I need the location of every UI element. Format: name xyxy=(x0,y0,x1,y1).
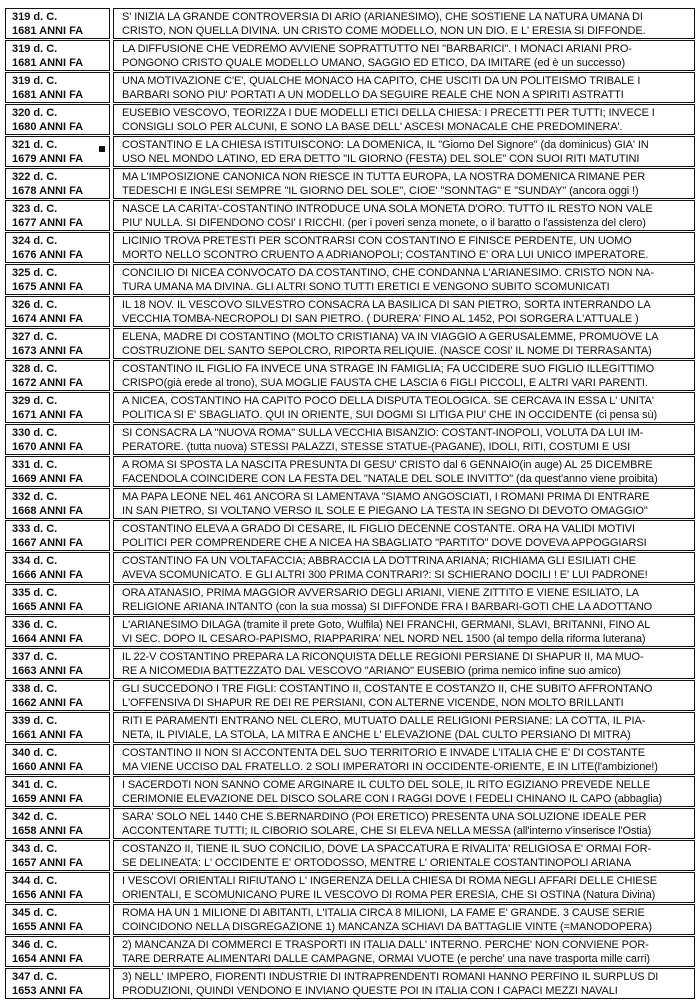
event-line-1: COSTANTINO II NON SI ACCONTENTA DEL SUO TERRITORIO E INVADE L'ITALIA CHE E' DI COSTANTE xyxy=(122,746,645,759)
year-label: 333 d. C. xyxy=(12,522,58,535)
event-text-cell xyxy=(113,744,695,775)
years-ago-label: 1655 ANNI FA xyxy=(12,920,84,933)
event-text-cell xyxy=(113,104,695,135)
event-line-1: COSTANTINO E LA CHIESA ISTITUISCONO: LA DOMENICA, IL "Giorno Del Signore" (da dominicus) GIA' IN xyxy=(122,138,649,151)
years-ago-label: 1661 ANNI FA xyxy=(12,728,84,741)
event-line-1: COSTANTINO IL FIGLIO FA INVECE UNA STRAGE IN FAMIGLIA; FA UCCIDERE SUO FIGLIO ILLEGITTIMO xyxy=(122,362,655,375)
event-line-2: PONGONO CRISTO QUALE MODELLO UMANO, SAGGIO ED ETICO, DA IMITARE (ed è un successo) xyxy=(122,56,626,69)
date-cell xyxy=(5,264,110,295)
event-line-1: L'ARIANESIMO DILAGA (tramite il prete Goto, Wulfila) NEI FRANCHI, GERMANI, SLAVI, BRITANNI, FINO AL xyxy=(122,618,651,631)
event-line-1: ORA ATANASIO, PRIMA MAGGIOR AVVERSARIO DEGLI ARIANI, VIENE ZITTITO E VIENE ESILIATO, LA xyxy=(122,586,639,599)
years-ago-label: 1653 ANNI FA xyxy=(12,984,84,997)
timeline-row xyxy=(5,296,695,327)
timeline-row xyxy=(5,680,695,711)
years-ago-label: 1681 ANNI FA xyxy=(12,88,84,101)
years-ago-label: 1681 ANNI FA xyxy=(12,25,84,37)
date-cell xyxy=(5,168,110,199)
year-label: 337 d. C. xyxy=(12,650,58,663)
event-text-cell xyxy=(113,968,695,999)
date-cell xyxy=(5,8,110,39)
years-ago-label: 1656 ANNI FA xyxy=(12,888,84,901)
years-ago-label: 1669 ANNI FA xyxy=(12,472,84,485)
timeline-row xyxy=(5,456,695,487)
date-cell xyxy=(5,104,110,135)
timeline-row xyxy=(5,744,695,775)
year-label: 344 d. C. xyxy=(12,874,58,887)
timeline-row xyxy=(5,232,695,263)
event-line-2: TARE DERRATE ALIMENTARI DALLE CAMPAGNE, ORMAI VUOTE (e perche' una nave trasporta mille carri) xyxy=(122,952,650,965)
years-ago-label: 1666 ANNI FA xyxy=(12,568,84,581)
event-line-1: S' INIZIA LA GRANDE CONTROVERSIA DI ARIO (ARIANESIMO), CHE SOSTIENE LA NATURA UMANA DI xyxy=(122,11,643,23)
years-ago-label: 1668 ANNI FA xyxy=(12,504,84,517)
event-line-2: COINCIDONO NELLA DISGREGAZIONE 1) MANCANZA SCHIAVI DA BATTAGLIE VINTE (=MANODOPERA) xyxy=(122,920,652,933)
years-ago-label: 1654 ANNI FA xyxy=(12,952,84,965)
event-line-1: A NICEA, COSTANTINO HA CAPITO POCO DELLA DISPUTA TEOLOGICA. SE CERCAVA IN ESSA L' UNITA' xyxy=(122,394,654,407)
timeline-row xyxy=(5,328,695,359)
year-label: 340 d. C. xyxy=(12,746,58,759)
event-line-1: ELENA, MADRE DI COSTANTINO (MOLTO CRISTIANA) VA IN VIAGGIO A GERUSALEMME, PROMUOVE LA xyxy=(122,330,659,343)
event-line-2: TURA UMANA MA DIVINA. GLI ALTRI SONO TUTTI ERETICI E VENGONO SUBITO SCOMUNICATI xyxy=(122,280,610,293)
date-cell xyxy=(5,200,110,231)
event-text-cell xyxy=(113,808,695,839)
years-ago-label: 1660 ANNI FA xyxy=(12,760,84,773)
years-ago-label: 1677 ANNI FA xyxy=(12,216,84,229)
year-label: 329 d. C. xyxy=(12,394,58,407)
event-line-1: GLI SUCCEDONO I TRE FIGLI: COSTANTINO II, COSTANTE E COSTANZO II, CHE SUBITO AFFRONTANO xyxy=(122,682,653,695)
event-text-cell xyxy=(113,360,695,391)
timeline-row xyxy=(5,584,695,615)
timeline-row xyxy=(5,648,695,679)
event-text-cell xyxy=(113,200,695,231)
timeline-row xyxy=(5,168,695,199)
years-ago-label: 1675 ANNI FA xyxy=(12,280,84,293)
event-text-cell xyxy=(113,776,695,807)
date-cell xyxy=(5,584,110,615)
date-cell xyxy=(5,616,110,647)
timeline-row xyxy=(5,424,695,455)
event-line-2: PIU' NULLA. SI DIFENDONO COSI' I RICCHI. (per i poveri senza monete, o il baratto o l'assistenza del clero) xyxy=(122,216,646,229)
year-label: 325 d. C. xyxy=(12,266,58,279)
event-line-1: CONCILIO DI NICEA CONVOCATO DA COSTANTINO, CHE CONDANNA L'ARIANESIMO. CRISTO NON NA- xyxy=(122,266,654,279)
event-line-2: VI SEC. DOPO IL CESARO-PAPISMO, RIAPPARIRA' NEL NORD NEL 1500 (al tempo della riforma luterana) xyxy=(122,632,646,645)
event-line-2: COSTRUZIONE DEL SANTO SEPOLCRO, RIPORTA RELIQUIE. (NASCE COSI' IL NOME DI TERRASANTA) xyxy=(122,344,652,357)
event-text-cell xyxy=(113,584,695,615)
event-line-1: UNA MOTIVAZIONE C'E', QUALCHE MONACO HA CAPITO, CHE USCITI DA UN POLITEISMO TRIBALE I xyxy=(122,74,641,87)
date-cell xyxy=(5,808,110,839)
year-label: 328 d. C. xyxy=(12,362,58,375)
year-label: 341 d. C. xyxy=(12,778,58,791)
event-line-1: SARA' SOLO NEL 1440 CHE S.BERNARDINO (POI ERETICO) PRESENTA UNA SOLUZIONE IDEALE PER xyxy=(122,810,647,823)
years-ago-label: 1679 ANNI FA xyxy=(12,152,84,165)
date-cell xyxy=(5,680,110,711)
event-line-2: L'OFFENSIVA DI SHAPUR RE DEI RE PERSIANI, CON ALTERNE VICENDE, NON MOLTO BRILLANTI xyxy=(122,696,624,709)
years-ago-label: 1672 ANNI FA xyxy=(12,376,84,389)
event-line-1: IL 22-V COSTANTINO PREPARA LA RICONQUISTA DELLE REGIONI PERSIANE DI SHAPUR II, MA MUO- xyxy=(122,650,644,663)
event-line-2: IN SAN PIETRO, SI VOLTANO VERSO IL SOLE E PIEGANO LA TESTA IN SEGNO DI DEVOTO OMAGGIO" xyxy=(122,504,648,517)
event-line-2: ACCONTENTARE TUTTI; IL CIBORIO SOLARE, CHE SI ELEVA NELLA MESSA (all'interno v'inserisce l'Ostia) xyxy=(122,824,652,837)
year-label: 336 d. C. xyxy=(12,618,58,631)
timeline-row xyxy=(5,72,695,103)
timeline-row xyxy=(5,712,695,743)
date-cell xyxy=(5,40,110,71)
event-text-cell xyxy=(113,840,695,871)
date-cell xyxy=(5,872,110,903)
event-text-cell xyxy=(113,72,695,103)
years-ago-label: 1657 ANNI FA xyxy=(12,856,84,869)
event-line-2: MORTO NELLO SCONTRO CRUENTO A ADRIANOPOLI; COSTANTINO E' ORA LUI UNICO IMPERATORE. xyxy=(122,248,649,261)
event-line-1: LA DIFFUSIONE CHE VEDREMO AVVIENE SOPRATTUTTO NEI "BARBARICI". I MONACI ARIANI PRO- xyxy=(122,42,632,55)
event-line-1: LICINIO TROVA PRETESTI PER SCONTRARSI CON COSTANTINO E FINISCE PERDENTE, UN UOMO xyxy=(122,234,632,247)
event-line-2: ORIENTALI, E SCOMUNICANO PURE IL VESCOVO DI ROMA PER ERESIA, CHE SI OSTINA (Natura Divina) xyxy=(122,888,656,901)
event-line-1: A ROMA SI SPOSTA LA NASCITA PRESUNTA DI GESU' CRISTO dal 6 GENNAIO(in auge) AL 25 DICEMBRE xyxy=(122,458,653,471)
event-line-2: USO NEL MONDO LATINO, ED ERA DETTO "IL GIORNO (FESTA) DEL SOLE" CON SUOI RITI MATUTINI xyxy=(122,152,640,165)
timeline-row xyxy=(5,936,695,967)
years-ago-label: 1676 ANNI FA xyxy=(12,248,84,261)
event-text-cell xyxy=(113,264,695,295)
year-label: 327 d. C. xyxy=(12,330,58,343)
date-cell xyxy=(5,712,110,743)
timeline-row xyxy=(5,552,695,583)
event-line-1: NASCE LA CARITA'-COSTANTINO INTRODUCE UNA SOLA MONETA D'ORO. TUTTO IL RESTO NON VALE xyxy=(122,202,653,215)
date-cell xyxy=(5,328,110,359)
date-cell xyxy=(5,968,110,999)
event-text-cell xyxy=(113,8,695,39)
event-text-cell xyxy=(113,392,695,423)
event-line-2: BARBARI SONO PIU' PORTATI A UN MODELLO DA SEGUIRE REALE CHE NON A SPIRITI ASTRATTI xyxy=(122,88,624,101)
event-line-2: VECCHIA TOMBA-NECROPOLI DI SAN PIETRO. ( DURERA' FINO AL 1452, POI SORGERA L'ATTUALE ) xyxy=(122,312,639,325)
year-label: 330 d. C. xyxy=(12,426,58,439)
year-label: 338 d. C. xyxy=(12,682,58,695)
timeline-table xyxy=(5,8,695,1000)
timeline-row xyxy=(5,104,695,135)
event-line-2: NETA, IL PIVIALE, LA STOLA, LA MITRA E ANCHE L' ELEVAZIONE (DAL CULTO PERSIANO DI MITRA) xyxy=(122,728,631,741)
date-cell xyxy=(5,72,110,103)
event-text-cell xyxy=(113,328,695,359)
event-line-2: MA VIENE UCCISO DAL FRATELLO. 2 SOLI IMPERATORI IN OCCIDENTE-ORIENTE, E IN LITE(l'ambizione!) xyxy=(122,760,658,773)
timeline-row xyxy=(5,360,695,391)
event-line-2: SE DELINEATA: L' OCCIDENTE E' ORTODOSSO, MENTRE L' ORIENTALE COSTANTINOPOLI ARIANA xyxy=(122,856,632,869)
event-line-2: CERIMONIE ELEVAZIONE DEL DISCO SOLARE CON I RAGGI DOVE I FEDELI CHINANO IL CAPO (abbaglia) xyxy=(122,792,663,805)
event-line-1: COSTANTINO FA UN VOLTAFACCIA; ABBRACCIA LA DOTTRINA ARIANA; RICHIAMA GLI ESILIATI CHE xyxy=(122,554,636,567)
years-ago-label: 1659 ANNI FA xyxy=(12,792,84,805)
years-ago-label: 1681 ANNI FA xyxy=(12,56,84,69)
year-label: 339 d. C. xyxy=(12,714,58,727)
event-text-cell xyxy=(113,136,695,167)
timeline-row xyxy=(5,264,695,295)
date-cell xyxy=(5,520,110,551)
year-label: 335 d. C. xyxy=(12,586,58,599)
year-label: 323 d. C. xyxy=(12,202,58,215)
event-text-cell xyxy=(113,648,695,679)
year-label: 324 d. C. xyxy=(12,234,58,247)
timeline-row xyxy=(5,520,695,551)
event-line-2: CRISPO(già erede al trono), SUA MOGLIE FAUSTA CHE LASCIA 6 FIGLI PICCOLI, E ALTRI VARI PARENTI. xyxy=(122,376,648,389)
event-text-cell xyxy=(113,712,695,743)
timeline-row xyxy=(5,136,695,167)
years-ago-label: 1662 ANNI FA xyxy=(12,696,84,709)
event-text-cell xyxy=(113,168,695,199)
date-cell xyxy=(5,744,110,775)
timeline-row xyxy=(5,392,695,423)
years-ago-label: 1671 ANNI FA xyxy=(12,408,84,421)
event-line-1: COSTANTINO ELEVA A GRADO DI CESARE, IL FIGLIO DECENNE COSTANTE. ORA HA VALIDI MOTIVI xyxy=(122,522,635,535)
event-line-2: AVEVA SCOMUNICATO. E GLI ALTRI 300 PRIMA CONTRARI?: SI SCHIERANO DOCILI ! E' LUI PADRONE! xyxy=(122,568,648,581)
event-line-2: RE A NICOMEDIA BATTEZZATO DAL VESCOVO "ARIANO" EUSEBIO (prima nemico infine suo amico) xyxy=(122,664,621,677)
year-label: 345 d. C. xyxy=(12,906,58,919)
timeline-row xyxy=(5,904,695,935)
event-text-cell xyxy=(113,872,695,903)
year-label: 322 d. C. xyxy=(12,170,58,183)
event-line-1: MA L'IMPOSIZIONE CANONICA NON RIESCE IN TUTTA EUROPA, LA NOSTRA DOMENICA RIMANE PER xyxy=(122,170,646,183)
event-text-cell xyxy=(113,552,695,583)
year-label: 326 d. C. xyxy=(12,298,58,311)
years-ago-label: 1658 ANNI FA xyxy=(12,824,84,837)
date-cell xyxy=(5,456,110,487)
event-line-2: POLITICA SI E' SBAGLIATO. QUI IN ORIENTE, SUI DOGMI SI LITIGA PIU' CHE IN OCCIDENTE (ci pensa sù) xyxy=(122,408,658,421)
timeline-row xyxy=(5,200,695,231)
date-cell xyxy=(5,776,110,807)
year-label: 334 d. C. xyxy=(12,554,58,567)
event-text-cell xyxy=(113,488,695,519)
year-label: 319 d. C. xyxy=(12,11,58,23)
year-label: 342 d. C. xyxy=(12,810,58,823)
timeline-row xyxy=(5,8,695,39)
years-ago-label: 1664 ANNI FA xyxy=(12,632,84,645)
event-text-cell xyxy=(113,680,695,711)
years-ago-label: 1665 ANNI FA xyxy=(12,600,84,613)
date-cell xyxy=(5,392,110,423)
date-cell xyxy=(5,360,110,391)
event-line-2: PRODUZIONI, QUINDI VENDONO E INVIANO QUESTE POI IN ITALIA CON I CAPACI MEZZI NAVALI xyxy=(122,984,618,997)
event-line-2: TEDESCHI E INGLESI SEMPRE "IL GIORNO DEL SOLE", CIOE' "SONNTAG" E "SUNDAY" (ancora oggi !) xyxy=(122,184,639,197)
date-cell xyxy=(5,648,110,679)
timeline-row xyxy=(5,872,695,903)
event-line-1: I SACERDOTI NON SANNO COME ARGINARE IL CULTO DEL SOLE, IL RITO EGIZIANO PREVEDE NELLE xyxy=(122,778,651,791)
event-text-cell xyxy=(113,936,695,967)
date-cell xyxy=(5,904,110,935)
year-label: 321 d. C. xyxy=(12,138,58,151)
event-line-1: EUSEBIO VESCOVO, TEORIZZA I DUE MODELLI ETICI DELLA CHIESA: I PRECETTI PER TUTTI; INVECE I xyxy=(122,106,655,119)
years-ago-label: 1663 ANNI FA xyxy=(12,664,84,677)
event-line-1: MA PAPA LEONE NEL 461 ANCORA SI LAMENTAVA "SIAMO ANGOSCIATI, I ROMANI PRIMA DI ENTRARE xyxy=(122,490,650,503)
timeline-row xyxy=(5,40,695,71)
event-line-1: I VESCOVI ORIENTALI RIFIUTANO L' INGERENZA DELLA CHIESA DI ROMA NEGLI AFFARI DELLE CHIESE xyxy=(122,874,657,887)
event-line-1: 3) NELL' IMPERO, FIORENTI INDUSTRIE DI INTRAPRENDENTI ROMANI HANNO PERFINO IL SURPLUS DI xyxy=(122,970,659,983)
event-text-cell xyxy=(113,456,695,487)
date-cell xyxy=(5,840,110,871)
date-cell xyxy=(5,552,110,583)
date-cell xyxy=(5,424,110,455)
date-cell xyxy=(5,136,110,167)
event-line-2: FACENDOLA COINCIDERE CON LA FESTA DEL "NATALE DEL SOLE INVITTO" (da quest'anno viene proibita) xyxy=(122,472,658,485)
date-cell xyxy=(5,296,110,327)
timeline-row xyxy=(5,616,695,647)
years-ago-label: 1673 ANNI FA xyxy=(12,344,84,357)
years-ago-label: 1678 ANNI FA xyxy=(12,184,84,197)
event-line-1: 2) MANCANZA DI COMMERCI E TRASPORTI IN ITALIA DALL' INTERNO. PERCHE' NON CONVIENE POR- xyxy=(122,938,649,951)
timeline-row xyxy=(5,840,695,871)
years-ago-label: 1680 ANNI FA xyxy=(12,120,84,133)
event-line-2: PERATORE. (tutta nuova) STESSI PALAZZI, STESSE STATUE-(PAGANE), IDOLI, RITI, COSTUMI E USI xyxy=(122,440,631,453)
timeline-row xyxy=(5,808,695,839)
years-ago-label: 1667 ANNI FA xyxy=(12,536,84,549)
event-line-2: CRISTO, NON QUELLA DIVINA. UN CRISTO COME MODELLO, NON UN DIO. E L' ERESIA SI DIFFONDE. xyxy=(122,25,646,37)
year-label: 343 d. C. xyxy=(12,842,58,855)
event-text-cell xyxy=(113,520,695,551)
year-label: 319 d. C. xyxy=(12,74,58,87)
date-cell xyxy=(5,232,110,263)
year-label: 347 d. C. xyxy=(12,970,58,983)
year-label: 319 d. C. xyxy=(12,42,58,55)
date-cell xyxy=(5,936,110,967)
event-line-1: COSTANZO II, TIENE IL SUO CONCILIO, DOVE LA SPACCATURA E RIVALITA' RELIGIOSA E' ORMAI FOR- xyxy=(122,842,652,855)
event-line-1: IL 18 NOV. IL VESCOVO SILVESTRO CONSACRA LA BASILICA DI SAN PIETRO, SORTA INTERRANDO LA xyxy=(122,298,651,311)
event-text-cell xyxy=(113,904,695,935)
event-line-2: CONSIGLI SOLO PER ALCUNI, E SONO LA BASE DELL' ASCESI MONACALE CHE PREDOMINERA'. xyxy=(122,120,623,133)
event-line-2: RELIGIONE ARIANA INTANTO (con la sua mossa) SI DIFFONDE FRA I BARBARI-GOTI CHE LA ADOTTANO xyxy=(122,600,653,613)
years-ago-label: 1674 ANNI FA xyxy=(12,312,84,325)
year-label: 332 d. C. xyxy=(12,490,58,503)
event-text-cell xyxy=(113,296,695,327)
timeline-row xyxy=(5,488,695,519)
timeline-row xyxy=(5,776,695,807)
timeline-row xyxy=(5,968,695,999)
event-line-2: POLITICI PER COMPRENDERE CHE A NICEA HA SBAGLIATO "PARTITO" DOVE DOVEVA APPOGGIARSI xyxy=(122,536,647,549)
square-bullet-icon xyxy=(99,146,105,152)
date-cell xyxy=(5,488,110,519)
event-line-1: RITI E PARAMENTI ENTRANO NEL CLERO, MUTUATO DALLE RELIGIONI PERSIANE: LA COTTA, IL PIA- xyxy=(122,714,646,727)
event-line-1: ROMA HA UN 1 MILIONE DI ABITANTI, L'ITALIA CIRCA 8 MILIONI, LA FAME E' GRANDE. 3 CAUSE SERIE xyxy=(122,906,645,919)
year-label: 346 d. C. xyxy=(12,938,58,951)
year-label: 320 d. C. xyxy=(12,106,58,119)
event-text-cell xyxy=(113,40,695,71)
years-ago-label: 1670 ANNI FA xyxy=(12,440,84,453)
event-line-1: SI CONSACRA LA "NUOVA ROMA" SULLA VECCHIA BISANZIO: COSTANT-INOPOLI, VOLUTA DA LUI IM- xyxy=(122,426,644,439)
event-text-cell xyxy=(113,616,695,647)
event-text-cell xyxy=(113,424,695,455)
year-label: 331 d. C. xyxy=(12,458,58,471)
event-text-cell xyxy=(113,232,695,263)
